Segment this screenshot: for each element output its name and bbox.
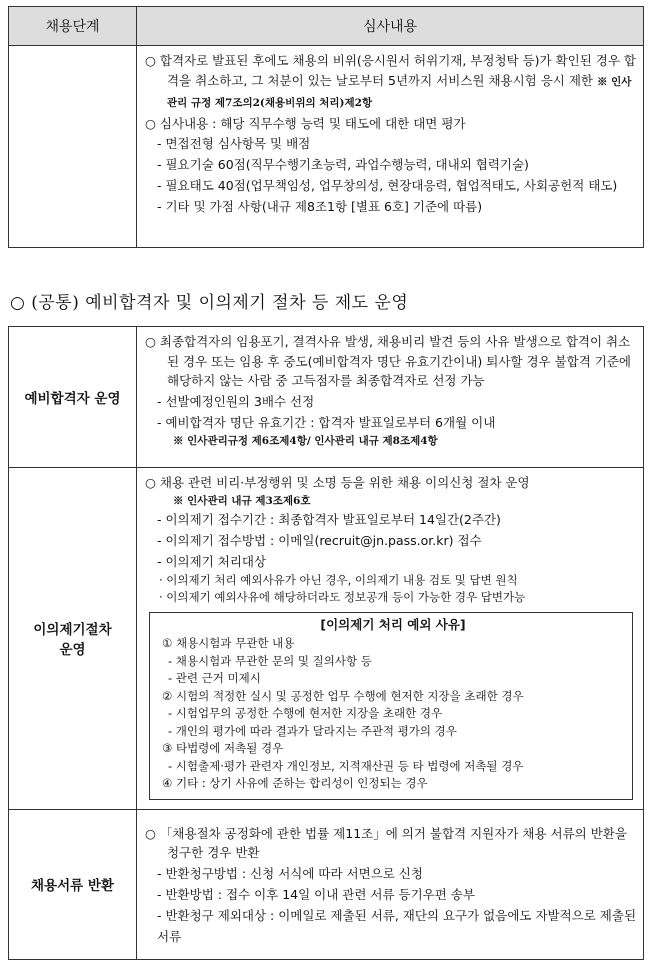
stage-cell — [9, 46, 137, 248]
sub-item: - 이의제기 접수기간 : 최종합격자 발표일로부터 14일간(2주간) — [157, 511, 501, 527]
docs-bullet: ○ 「채용절차 공정화에 관한 법률 제11조」에 의거 불합격 지원자가 채용 서류의 반환을 청구한 경우 반환 — [145, 825, 627, 860]
content-cell — [137, 46, 644, 248]
sub-item: - 반환방법 : 접수 이후 14일 이내 관련 서류 등기우편 송부 — [157, 886, 475, 902]
exception-sub: - 시험업무의 공정한 수행에 현저한 지장을 초래한 경우 — [168, 706, 443, 720]
regulation-note: ※ 인사관리 규정 제7조의2(채용비위의 처리)제2항 — [167, 75, 632, 109]
screening-table — [8, 6, 644, 248]
exception-item: ② 시험의 적정한 실시 및 공정한 업무 수행에 현저한 지장을 초래한 경우 — [162, 688, 524, 703]
objection-bullet: ○ 채용 관련 비리·부정행위 및 소명 등을 위한 채용 이의신청 절차 운영 — [145, 475, 530, 490]
sub-item: - 이의제기 접수방법 : 이메일(recruit@jn.pass.or.kr) 접수 — [157, 532, 482, 548]
sub-item: - 필요태도 40점(업무책임성, 업무창의성, 현장대응력, 협업적태도, 사회공헌적 태도) — [157, 178, 618, 193]
exception-sub: - 관련 근거 미제시 — [168, 671, 261, 685]
objection-content — [137, 468, 644, 810]
bullet-evaluation: ○ 심사내용 : 해당 직무수행 능력 및 태도에 대한 대면 평가 — [145, 115, 466, 131]
sub-item: - 선발예정인원의 3배수 선정 — [157, 393, 315, 409]
label-objection: 이의제기절차 운영 — [9, 468, 137, 810]
exception-sub: - 개인의 평가에 따라 결과가 달라지는 주관적 평가의 경우 — [168, 723, 457, 738]
header-stage: 채용단계 — [9, 7, 137, 46]
sub-item: - 이의제기 처리대상 — [157, 553, 267, 569]
sub-item: - 면접전형 심사항목 및 배점 — [157, 136, 311, 151]
exception-item: ④ 기타 : 상기 사유에 준하는 합리성이 인정되는 경우 — [162, 776, 428, 790]
sub-item: - 반환청구방법 : 신청 서식에 따라 서면으로 신청 — [157, 865, 423, 881]
bullet-disqualification: ○ 합격자로 발표된 후에도 채용의 비위(응시원서 허위기재, 부정청탁 등)가 확인된 경우 합격을 취소하고, 그 처분이 있는 날로부터 5년까지 서비스원 채용시험 응시 제한 ※ 인사관리 규정 제7조의2(채용비위의 처리)제2항 — [145, 53, 636, 109]
section-title: ○ (공통) 예비합격자 및 이의제기 절차 등 제도 운영 — [10, 293, 409, 313]
procedure-table — [8, 326, 644, 960]
label-docs: 채용서류 반환 — [9, 809, 137, 959]
regulation-note: ※ 인사관리 내규 제3조제6호 — [173, 494, 311, 507]
exception-item: ③ 타법령에 저촉될 경우 — [162, 741, 284, 755]
dot-item: · 이의제기 처리 예외사유가 아닌 경우, 이의제기 내용 검토 및 답변 원칙 — [159, 572, 518, 587]
header-content: 심사내용 — [137, 7, 644, 46]
exception-item: ① 채용시험과 무관한 내용 — [162, 636, 295, 650]
exception-sub: - 채용시험과 무관한 문의 및 질의사항 등 — [168, 653, 372, 668]
regulation-note: ※ 인사관리규정 제6조제4항/ 인사관리 내규 제8조제4항 — [173, 434, 438, 447]
sub-item: - 필요기술 60점(직무수행기초능력, 과업수행능력, 대내외 협력기술) — [157, 157, 529, 172]
exception-box — [149, 612, 633, 800]
reserve-content — [137, 327, 644, 468]
sub-item: - 예비합격자 명단 유효기간 : 합격자 발표일로부터 6개월 이내 — [157, 414, 496, 430]
sub-item: - 기타 및 가점 사항(내규 제8조1항 [별표 6호] 기준에 따름) — [157, 199, 483, 214]
label-reserve: 예비합격자 운영 — [9, 327, 137, 468]
exception-box-title: [이의제기 처리 예외 사유] — [320, 616, 466, 632]
dot-item: · 이의제기 예외사유에 해당하더라도 정보공개 등이 가능한 경우 답변가능 — [159, 589, 526, 604]
sub-item: - 반환청구 제외대상 : 이메일로 제출된 서류, 재단의 요구가 없음에도 자발적으로 제출된 서류 — [157, 907, 637, 944]
exception-sub: - 시험출제·평가 관련자 개인정보, 지적재산권 등 타 법령에 저촉될 경우 — [168, 758, 524, 773]
docs-content — [137, 809, 644, 959]
reserve-bullet: ○ 최종합격자의 임용포기, 결격사유 발생, 채용비리 발견 등의 사유 발생으로 합격이 취소된 경우 또는 임용 후 중도(예비합격자 명단 유효기간이내) 퇴사할 경우 불합격 기준에 해당하지 않는 사람 중 고득점자를 최종합격자로 선정 가능 — [145, 334, 632, 388]
